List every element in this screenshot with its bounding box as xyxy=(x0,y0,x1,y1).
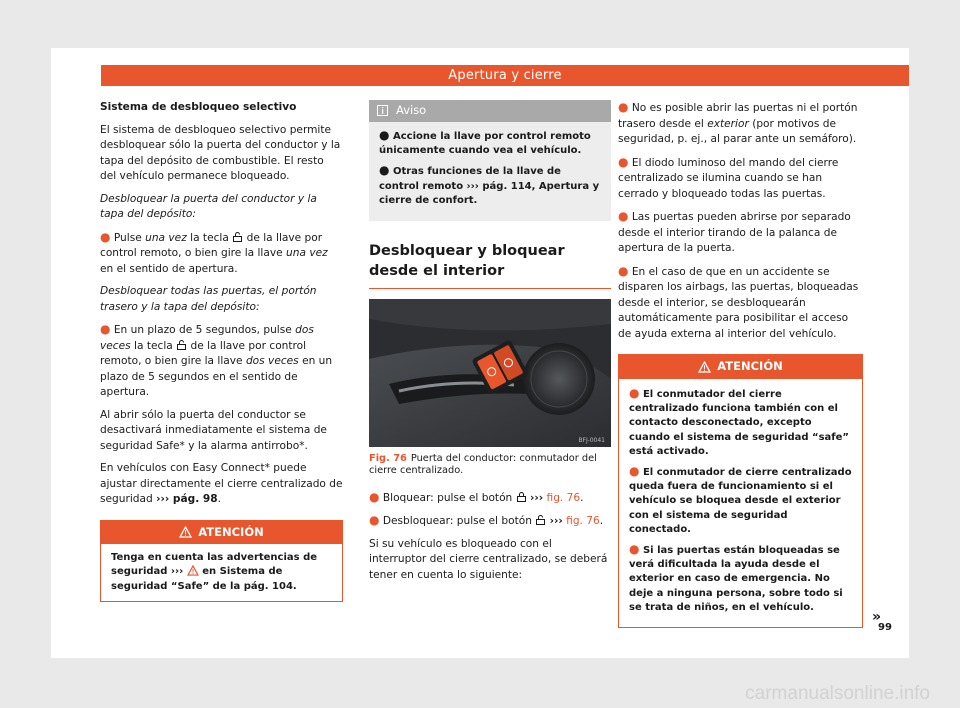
bullet-item: ● Desbloquear: pulse el botón ››› fig. 76. xyxy=(369,513,604,528)
paragraph: El sistema de desbloqueo selectivo permite desbloquear sólo la puerta del conductor y la tapa del depósito de combustible. El resto del vehículo permanece bloqueado. xyxy=(100,123,341,182)
warning-icon xyxy=(179,526,192,538)
column-right xyxy=(618,100,881,628)
figure-link[interactable]: fig. 76 xyxy=(546,491,581,504)
bullet-item: ● Bloquear: pulse el botón ››› fig. 76. xyxy=(369,489,584,504)
page-link[interactable]: ››› pág. 98 xyxy=(156,493,218,505)
warning-box xyxy=(618,354,863,628)
section-heading: Sistema de desbloqueo selectivo xyxy=(100,101,297,113)
column-middle xyxy=(369,100,611,590)
warning-item: ● El conmutador del cierre centralizado funciona también con el contacto desconectado, excepto cuando el sistema de seguridad “safe” está activado. xyxy=(629,385,849,458)
bullet-item: ● En un plazo de 5 segundos, pulse dos veces la tecla de la llave por control remoto, o bien gire la llave dos veces en un plazo de 5 segundos en el sentido de apertura. xyxy=(100,322,333,398)
bullet-item: ● En el caso de que en un accidente se disparen los airbags, las puertas, bloqueadas desde el interior, se desbloquearán automáticamente para posibilitar el acceso de ayuda externa al interior del vehículo. xyxy=(618,263,859,340)
unlock-icon xyxy=(177,340,186,350)
note-item: ● Accione la llave por control remoto únicamente cuando vea el vehículo. xyxy=(379,127,591,156)
figure-code: BFJ-0041 xyxy=(578,436,605,444)
watermark: carmanualsonline.info xyxy=(745,683,930,704)
bullet-icon: ● xyxy=(100,229,111,244)
bullet-item: ● El diodo luminoso del mando del cierre centralizado se ilumina cuando se han cerrado y bloqueado todas las puertas. xyxy=(618,154,839,200)
page-link[interactable]: ››› pág. 114, Apertura y cierre de confort. xyxy=(379,180,600,207)
note-box xyxy=(369,100,611,221)
manual-page xyxy=(51,48,909,658)
page-header: Apertura y cierre xyxy=(101,65,909,86)
warning-icon xyxy=(698,361,711,373)
note-body xyxy=(369,122,611,221)
bullet-icon: ● xyxy=(100,322,111,336)
continue-marker: » xyxy=(871,609,881,626)
subheading: Desbloquear la puerta del conductor y la tapa del depósito: xyxy=(100,192,317,220)
warning-item: ● Si las puertas están bloqueadas se verá dificultada la ayuda desde el exterior en caso de emergencia. No deje a ninguna persona, sobre todo si se trata de niños, en el vehículo. xyxy=(629,541,843,614)
bullet-item: ● Pulse una vez la tecla de la llave por control remoto, o bien gire la llave una vez en el sentido de apertura. xyxy=(100,229,328,275)
figure-caption: Fig. 76 Puerta del conductor: conmutador del cierre centralizado. xyxy=(369,452,597,477)
warning-icon xyxy=(187,565,199,576)
bullet-item: ● Las puertas pueden abrirse por separado desde el interior tirando de la palanca de apertura de la puerta. xyxy=(618,209,851,254)
subheading: Desbloquear todas las puertas, el portón trasero y la tapa del depósito: xyxy=(100,285,317,313)
section-title: Desbloquear y bloquear desde el interior xyxy=(369,241,611,289)
door-panel-illustration xyxy=(369,299,611,447)
warning-header: ATENCIÓN xyxy=(619,355,862,379)
note-item: ● Otras funciones de la llave de control remoto ››› pág. 114, Apertura y cierre de confort. xyxy=(379,163,600,207)
unlock-icon xyxy=(233,232,242,242)
warning-body xyxy=(619,379,862,627)
info-icon xyxy=(377,105,388,116)
page-number: 99 xyxy=(878,622,892,633)
paragraph: Al abrir sólo la puerta del conductor se desactivará inmediatamente el sistema de seguridad Safe* y la alarma antirrobo*. xyxy=(100,408,327,452)
warning-body: Tenga en cuenta las advertencias de seguridad ››› en Sistema de seguridad “Safe” de la pág. 104. xyxy=(111,552,318,592)
column-left xyxy=(100,100,343,602)
warning-box xyxy=(100,520,343,603)
lock-icon xyxy=(517,492,526,502)
warning-header: ATENCIÓN xyxy=(101,521,342,545)
paragraph: Si su vehículo es bloqueado con el interruptor del cierre centralizado, se deberá tener en cuenta lo siguiente: xyxy=(369,537,608,581)
bullet-item: ● No es posible abrir las puertas ni el portón trasero desde el exterior (por motivos de seguridad, p. ej., al parar ante un semáforo). xyxy=(618,100,858,145)
figure-link[interactable]: fig. 76 xyxy=(566,515,600,528)
page-link[interactable]: en Sistema de seguridad “Safe” de la pág. 104. xyxy=(111,566,297,592)
unlock-icon xyxy=(536,515,545,525)
note-header: Aviso xyxy=(369,100,611,122)
paragraph: En vehículos con Easy Connect* puede ajustar directamente el cierre centralizado de seguridad ››› pág. 98. xyxy=(100,462,343,505)
door-switch-figure xyxy=(369,299,611,447)
warning-item: ● El conmutador de cierre centralizado queda fuera de funcionamiento si el vehículo se bloquea desde el exterior con el sistema de seguridad conectado. xyxy=(629,463,852,536)
